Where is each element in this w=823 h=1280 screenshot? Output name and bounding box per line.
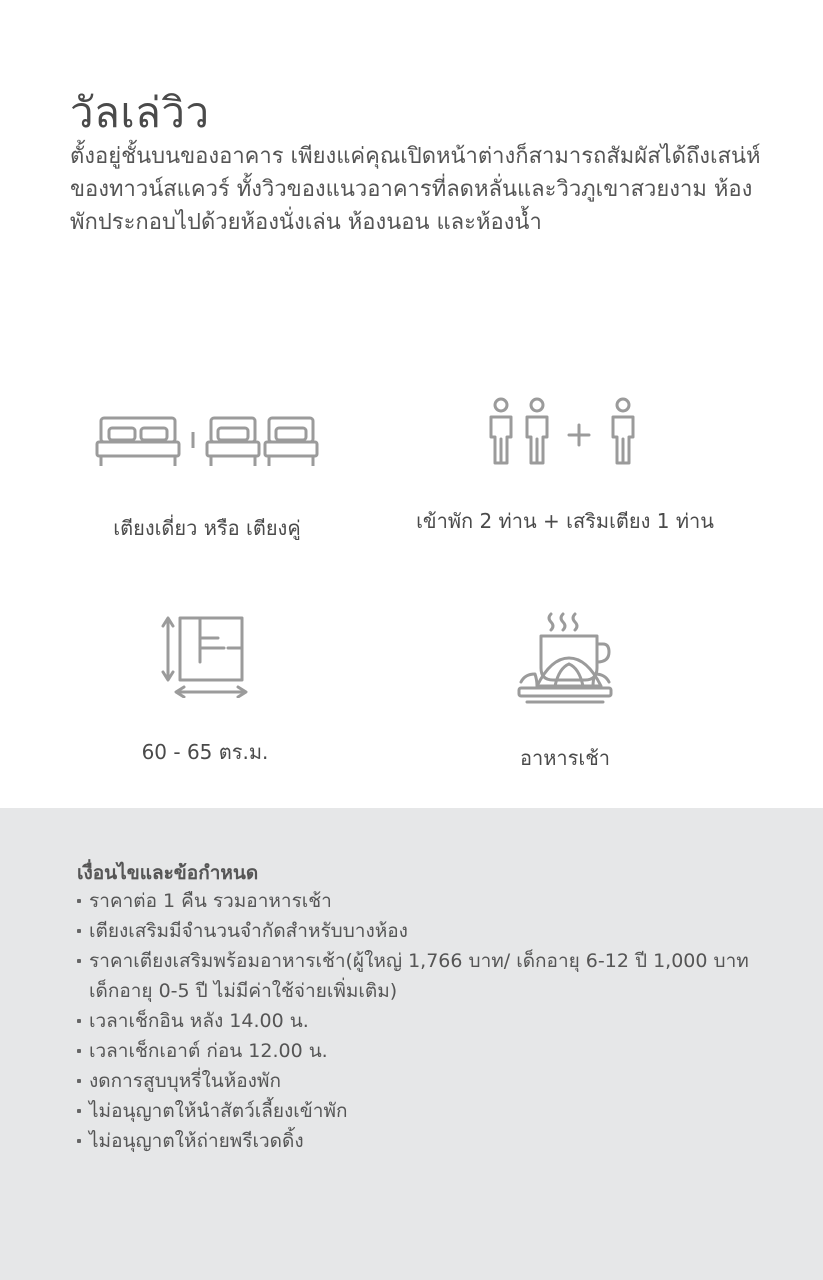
feature-breakfast [450,610,680,774]
feature-guests-label: เข้าพัก 2 ท่าน + เสริมเตียง 1 ท่าน [416,509,714,533]
bullet-icon [77,1109,81,1113]
feature-size-label: 60 - 65 ตร.ม. [141,740,269,764]
terms-list [77,886,777,1156]
room-description: ตั้งอยู่ชั้นบนของอาคาร เพียงแค่คุณเปิดหน้าต่างก็สามารถสัมผัสได้ถึงเสน่ห์ของทาวน์สแควร์ ทั้งวิวของแนวอาคารที่ลดหลั่นและวิวภูเขาสวยงาม ห้องพักประกอบไปด้วยห้องนั่งเล่น ห้องนอน และห้องน้ำ [70,144,761,235]
bullet-icon [77,1079,81,1083]
guests-icon [485,395,645,467]
bed-icon [95,400,319,472]
bullet-icon [77,1139,81,1143]
list-item [77,1066,777,1096]
feature-guests [390,395,740,537]
terms-title: เงื่อนไขและข้อกำหนด [77,862,259,884]
term-text: เวลาเช็กเอาต์ ก่อน 12.00 น. [89,1040,328,1062]
list-item [77,1126,777,1156]
list-item [77,1036,777,1066]
list-item [77,946,777,1006]
term-text: ราคาเตียงเสริมพร้อมอาหารเช้า(ผู้ใหญ่ 1,766 บาท/ เด็กอายุ 6-12 ปี 1,000 บาท เด็กอายุ 0-5 ปี ไม่มีค่าใช้จ่ายเพิ่มเติม) [89,950,749,1002]
term-text: ราคาต่อ 1 คืน รวมอาหารเช้า [89,890,332,912]
list-item [77,1096,777,1126]
term-text: ไม่อนุญาตให้นำสัตว์เลี้ยงเข้าพัก [89,1100,348,1122]
feature-bed-label: เตียงเดี่ยว หรือ เตียงคู่ [113,516,301,540]
feature-breakfast-label: อาหารเช้า [519,746,611,770]
list-item [77,916,777,946]
term-text: งดการสูบบุหรี่ในห้องพัก [89,1070,281,1092]
bullet-icon [77,929,81,933]
term-text: ไม่อนุญาตให้ถ่ายพรีเวดดิ้ง [89,1130,304,1152]
bullet-icon [77,959,81,963]
bullet-icon [77,899,81,903]
bullet-icon [77,1019,81,1023]
feature-bed [62,400,352,544]
room-title: วัลเล่วิว [70,88,210,137]
floor-plan-icon [160,612,250,698]
list-item [77,886,777,916]
list-item [77,1006,777,1036]
bullet-icon [77,1049,81,1053]
breakfast-icon [515,610,615,710]
term-text: เตียงเสริมมีจำนวนจำกัดสำหรับบางห้อง [89,920,408,942]
feature-size [90,612,320,768]
terms-section [0,808,823,1280]
term-text: เวลาเช็กอิน หลัง 14.00 น. [89,1010,309,1032]
